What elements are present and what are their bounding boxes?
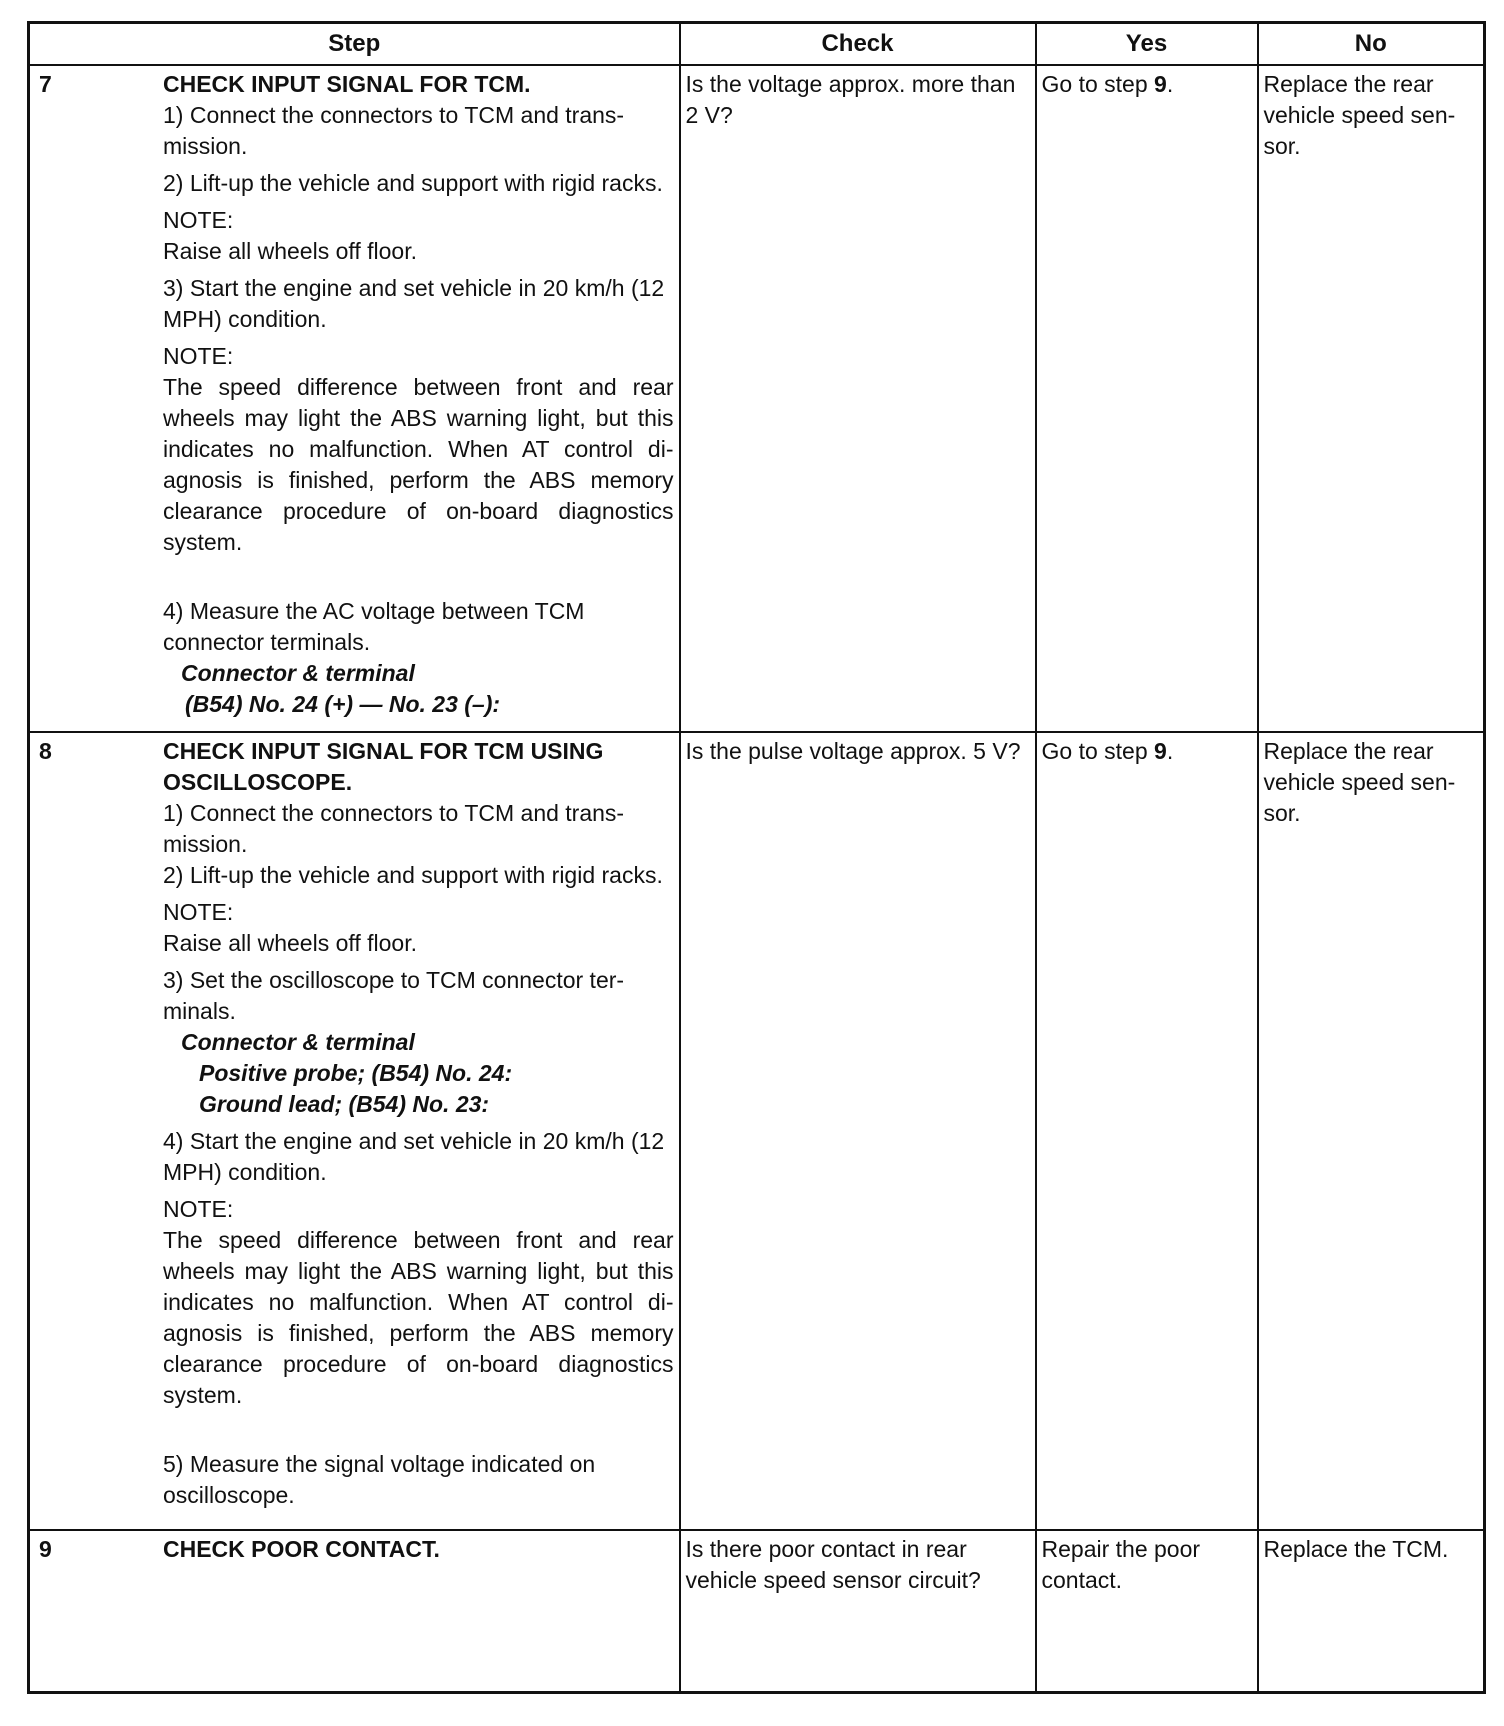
step-item: 5) Measure the signal voltage indicated on oscilloscope. [163,1451,596,1508]
step-item: 1) Connect the connectors to TCM and trans-mission. [163,800,625,857]
no-cell: Replace the rear vehicle speed sen-sor. [1258,65,1485,732]
yes-suffix: . [1166,738,1174,764]
step-cell [29,732,680,1530]
step-item: 3) Set the oscilloscope to TCM connector ter-minals. [163,967,625,1024]
step-title: CHECK INPUT SIGNAL FOR TCM USING OSCILLOSCOPE. [163,738,604,795]
note-text: The speed difference between front and rear wheels may light the ABS warning light, but this indicates no malfunction. When AT control di-agnosis is finished, perform the ABS memory clearance procedure of on-board diagnostics system. [163,1227,674,1408]
diagnostic-table [27,21,1486,1694]
check-cell: Is there poor contact in rear vehicle speed sensor circuit? [680,1530,1036,1693]
header-row [29,23,1485,66]
step-item: 2) Lift-up the vehicle and support with rigid racks. [163,170,663,196]
table-row [29,732,1485,1530]
check-cell: Is the voltage approx. more than 2 V? [680,65,1036,732]
step-title: CHECK INPUT SIGNAL FOR TCM. [163,71,531,97]
step-cell [29,65,680,732]
yes-text: Go to step [1041,71,1155,97]
yes-cell [1036,732,1258,1530]
connector-label: Connector & terminal [181,1029,415,1055]
header-check: Check [680,23,1036,66]
yes-cell: Repair the poor contact. [1036,1530,1258,1693]
connector-terminal: Positive probe; (B54) No. 24: [199,1060,513,1086]
step-item: 3) Start the engine and set vehicle in 20 km/h (12 MPH) condition. [163,275,665,332]
note-text: The speed difference between front and rear wheels may light the ABS warning light, but this indicates no malfunction. When AT control di-agnosis is finished, perform the ABS memory clearance procedure of on-board diagnostics system. [163,374,674,555]
note-text: Raise all wheels off floor. [163,930,417,956]
note-label: NOTE: [163,207,234,233]
table-row [29,1530,1485,1693]
yes-step-number: 9 [1154,738,1167,764]
step-item: 1) Connect the connectors to TCM and trans-mission. [163,102,625,159]
yes-suffix: . [1166,71,1174,97]
step-number: 8 [39,738,52,764]
yes-step-number: 9 [1154,71,1167,97]
header-no: No [1258,23,1485,66]
connector-terminal: Ground lead; (B54) No. 23: [199,1091,490,1117]
step-number: 9 [39,1536,52,1562]
note-text: Raise all wheels off floor. [163,238,417,264]
yes-text: Go to step [1041,738,1155,764]
step-number: 7 [39,71,52,97]
connector-terminal: (B54) No. 24 (+) — No. 23 (–): [185,691,501,717]
note-label: NOTE: [163,1196,234,1222]
table-row [29,65,1485,732]
note-label: NOTE: [163,343,234,369]
step-title: CHECK POOR CONTACT. [163,1536,440,1562]
no-cell: Replace the TCM. [1258,1530,1485,1693]
check-cell: Is the pulse voltage approx. 5 V? [680,732,1036,1530]
step-item: 4) Start the engine and set vehicle in 20 km/h (12 MPH) condition. [163,1128,665,1185]
header-yes: Yes [1036,23,1258,66]
yes-cell [1036,65,1258,732]
step-item: 4) Measure the AC voltage between TCM connector terminals. [163,598,585,655]
step-cell [29,1530,680,1693]
step-item: 2) Lift-up the vehicle and support with rigid racks. [163,862,663,888]
no-cell: Replace the rear vehicle speed sen-sor. [1258,732,1485,1530]
header-step: Step [29,23,680,66]
note-label: NOTE: [163,899,234,925]
connector-label: Connector & terminal [181,660,415,686]
